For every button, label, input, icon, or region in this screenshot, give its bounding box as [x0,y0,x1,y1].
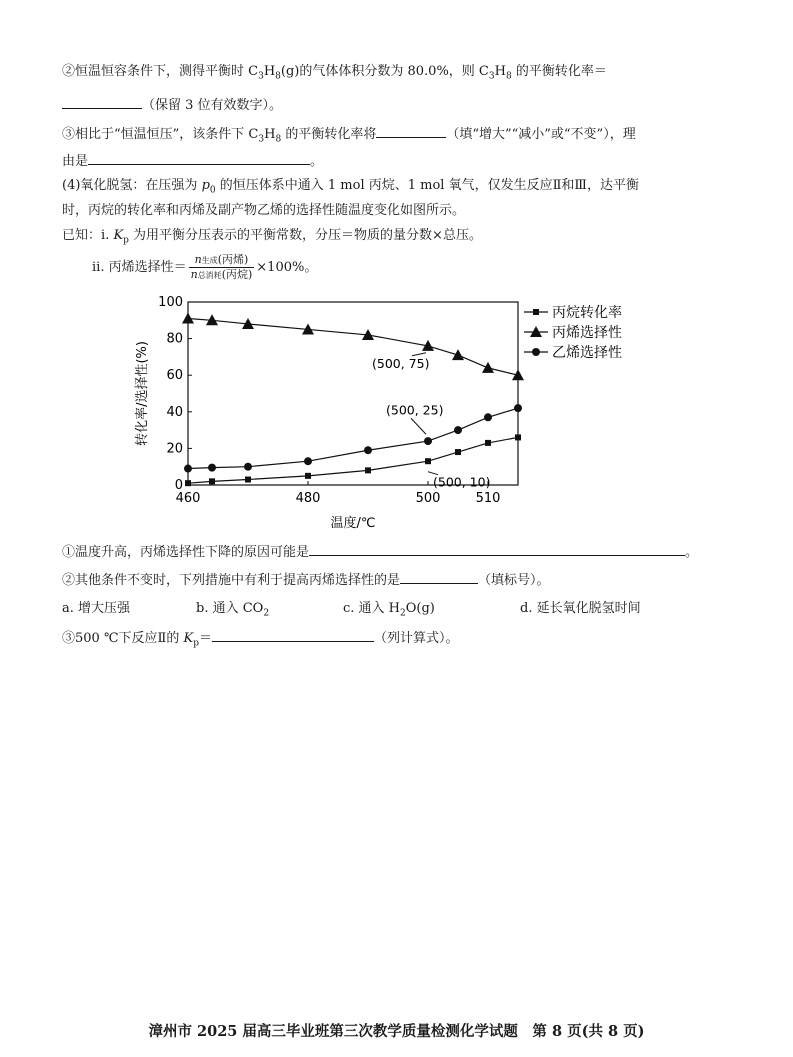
answer-blank[interactable] [212,627,374,642]
x-axis-label: 温度/℃ [330,516,376,531]
data-point [515,434,521,440]
annotation-arrow [411,418,426,434]
data-point [424,437,432,445]
x-tick-label: 510 [475,491,501,506]
legend-label: 丙烷转化率 [552,305,622,321]
data-point [182,312,194,323]
data-point [184,465,192,473]
after-q1: ①温度升高，丙烯选择性下降的原因可能是 。 [62,541,698,563]
series-line [188,408,518,468]
q3-line-1: ③相比于“恒温恒压”，该条件下 $C_3H_8$ 的平衡转化率将 （填“增大”“减小”或“不变”），理 [62,123,636,150]
data-point [514,404,522,412]
answer-blank[interactable] [88,150,310,165]
q2-line-2: （保留 3 位有效数字）。 [62,94,282,116]
after-q2: ②其他条件不变时，下列措施中有利于提高丙烯选择性的是 （填标号）。 [62,569,550,591]
y-tick-label: 20 [166,441,183,457]
data-point [245,477,251,483]
option-d: d. 延长氧化脱氢时间 [520,601,641,616]
annotation-label: (500, 10) [433,474,491,490]
p4-line-4: ⅱ. 丙烯选择性＝ $\frac{\text{n生成(丙烯)}}{\text{n总消耗(丙烷)}}$ ×100%。 [92,253,318,281]
after-q3: ③500 ℃下反应Ⅱ的 $K_p=$ （列计算式）。 [62,627,458,654]
y-tick-label: 80 [166,331,183,347]
page-footer: 漳州市 2025 届高三毕业班第三次教学质量检测化学试题 第 8 页(共 8 页) [148,1023,645,1040]
data-point [304,457,312,465]
data-point [485,440,491,446]
plot-frame [188,302,518,485]
annotation-label: (500, 75) [372,355,430,371]
x-tick-label: 500 [415,491,441,506]
data-point [454,426,462,434]
temperature-chart [125,290,665,540]
data-point [452,349,464,360]
option-a: a. 增大压强 [62,601,131,616]
data-point [305,473,311,479]
p4-line-1: (4)氧化脱氢：在压强为 $p_0$ 的恒压体系中通入 1 mol 丙烷、1 mol 氧气，仅发生反应Ⅱ和Ⅲ，达平衡 [62,178,639,196]
data-point [455,449,461,455]
data-point [208,464,216,472]
data-point [244,463,252,471]
q2-line-1: ②恒温恒容条件下，测得平衡时 $C_3H_8(g)$的气体体积分数为 80.0%，则 $C_3H_8$ 的平衡转化率＝ [62,64,607,82]
answer-blank[interactable] [309,541,685,556]
legend-label: 乙烯选择性 [552,345,622,361]
data-point [484,413,492,421]
data-point [425,458,431,464]
q3-line-2: 由是 。 [62,150,323,172]
y-tick-label: 40 [166,404,183,420]
y-tick-label: 100 [158,295,183,310]
legend-label: 丙烯选择性 [552,325,622,341]
annotation-label: (500, 25) [386,402,444,418]
legend-marker [532,348,540,356]
series-line [188,318,518,375]
p4-line-3: 已知：ⅰ. $K_p$ 为用平衡分压表示的平衡常数，分压＝物质的量分数×总压。 [62,228,482,246]
option-c: c. 通入 $H_2O(g)$ [343,601,435,619]
data-point [185,480,191,486]
answer-blank[interactable] [400,569,478,584]
y-tick-label: 0 [174,478,183,493]
data-point [365,467,371,473]
y-axis-label: 转化率/选择性(%) [135,341,150,446]
answer-blank[interactable] [376,123,446,138]
answer-blank[interactable] [62,94,142,109]
y-tick-label: 60 [166,368,183,384]
x-tick-label: 480 [295,491,321,506]
p4-line-2: 时，丙烷的转化率和丙烯及副产物乙烯的选择性随温度变化如图所示。 [62,203,466,218]
x-tick-label: 460 [175,491,201,506]
data-point [482,362,494,373]
data-point [209,478,215,484]
option-b: b. 通入 $CO_2$ [196,601,270,619]
data-point [364,446,372,454]
selectivity-fraction: $\frac{\text{n生成(丙烯)}}{\text{n总消耗(丙烷)}}$ [190,253,253,281]
legend-marker [533,309,539,315]
